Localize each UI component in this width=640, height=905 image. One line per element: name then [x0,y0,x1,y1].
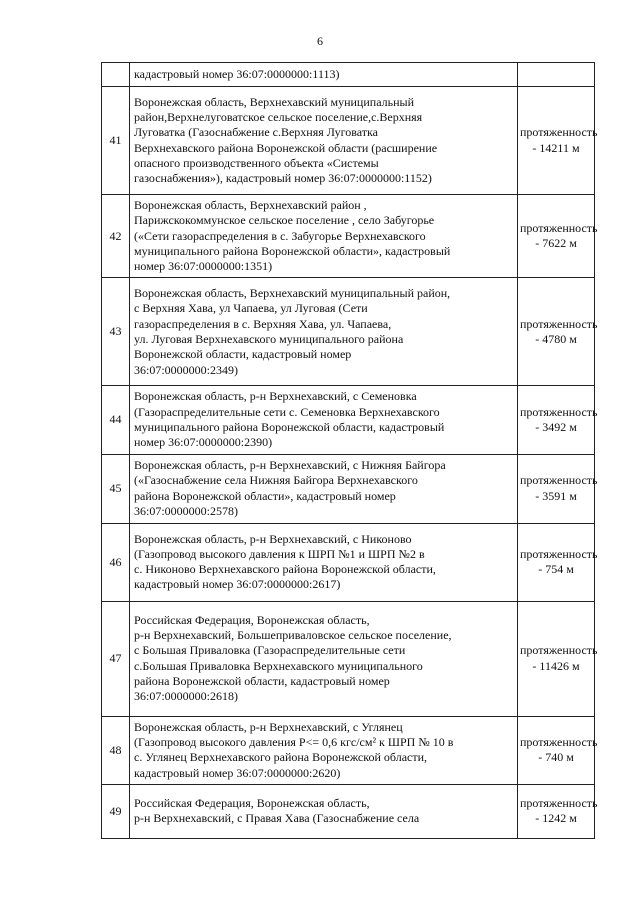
description-line: муниципального района Воронежской области», кадастровый [134,243,451,258]
extent-label: протяженность [520,404,598,419]
description-line: с. Никоново Верхнехавского района Воронежской области, [134,562,436,577]
object-description [130,87,518,195]
description-line: Воронежская область, р-н Верхнехавский, с Нижняя Байгора [134,458,446,473]
object-description [130,716,518,784]
description-line: Верхнехавского района Воронежской области (расширение [134,140,438,155]
extent-label: протяженность [520,796,598,811]
row-number: 49 [102,784,130,838]
row-number: 44 [102,386,130,454]
description-line: 36:07:0000000:2618) [134,689,238,704]
object-extent [518,278,598,386]
page-number: 6 [317,34,323,48]
description-line: (Газопровод высокого давления Р<= 0,6 кгс/см² к ШРП № 10 в [134,734,454,749]
row-number: 48 [102,716,130,784]
description-line: («Газоснабжение села Нижняя Байгора Верхнехавского [134,473,418,488]
description-line: («Сети газораспределения в с. Забугорье Верхнехавского [134,228,426,243]
table-row [102,601,595,716]
description-line: 36:07:0000000:2349) [134,362,238,377]
description-line: ул. Луговая Верхнехавского муниципального района [134,331,404,346]
description-line: Воронежская область, Верхнехавский муниципальный [134,94,414,109]
row-number: 46 [102,523,130,601]
description-line: номер 36:07:0000000:1351) [134,259,273,274]
object-extent [518,386,598,454]
description-line: опасного производственного объекта «Системы [134,155,379,170]
table-row [102,386,595,454]
object-description [130,784,518,838]
description-line: Воронежская область, р-н Верхнехавский, с Никоново [134,531,412,546]
registry-table [101,62,598,839]
description-line: с Большая Приваловка (Газораспределительные сети [134,643,406,658]
object-description [130,195,518,278]
object-extent [518,454,598,523]
continuation-row [102,63,595,87]
extent-value: - 754 м [538,562,574,577]
extent-value: - 3591 м [535,488,577,503]
continuation-num-cell [102,63,130,87]
description-line: (Газораспределительные сети с. Семеновка Верхнехавского [134,404,440,419]
description-line: кадастровый номер 36:07:0000000:2620) [134,765,341,780]
object-extent [518,87,598,195]
description-line: р-н Верхнехавский, с Правая Хава (Газоснабжение села [134,811,420,826]
description-line: Российская Федерация, Воронежская область, [134,796,370,811]
extent-value: - 740 м [538,750,574,765]
description-line: Воронежская область, р-н Верхнехавский, с Семеновка [134,389,417,404]
table-row [102,278,595,386]
continuation-description-cell [130,63,518,87]
description-line: Российская Федерация, Воронежская область, [134,612,370,627]
row-number: 41 [102,87,130,195]
description-line: р-н Верхнехавский, Большеприваловское сельское поселение, [134,628,452,643]
description-line: с. Углянец Верхнехавского района Воронежской области, [134,750,428,765]
table-row [102,784,595,838]
extent-label: протяженность [520,473,598,488]
description-line: с.Большая Приваловка Верхнехавского муниципального [134,658,423,673]
description-line: газораспределения в с. Верхняя Хава, ул. Чапаева, [134,316,392,331]
description-line: муниципального района Воронежской области, кадастровый [134,420,445,435]
description-line: Воронежской области, кадастровый номер [134,347,352,362]
object-description [130,278,518,386]
table-row [102,454,595,523]
description-line: района Воронежской области», кадастровый номер [134,488,396,503]
object-extent [518,716,598,784]
extent-value: - 7622 м [535,236,577,251]
row-number: 42 [102,195,130,278]
extent-label: протяженность [520,734,598,749]
description-line: района Воронежской области, кадастровый номер [134,673,390,688]
extent-label: протяженность [520,220,598,235]
description-line: газоснабжения»), кадастровый номер 36:07:0000000:1152) [134,171,432,186]
description-line: с Верхняя Хава, ул Чапаева, ул Луговая (Сети [134,301,368,316]
extent-value: - 4780 м [535,331,577,346]
description-line: кадастровый номер 36:07:0000000:2617) [134,577,341,592]
continuation-extent-cell [518,63,595,87]
object-extent [518,784,598,838]
extent-label: протяженность [520,316,598,331]
description-line: Воронежская область, Верхнехавский район , [134,198,367,212]
description-line: (Газопровод высокого давления к ШРП №1 и ШРП №2 в [134,546,425,561]
table-row [102,87,595,195]
description-line: номер 36:07:0000000:2390) [134,435,273,450]
description-line: кадастровый номер 36:07:0000000:1113) [134,66,340,81]
object-extent [518,523,598,601]
description-line: Парижскокоммунское сельское поселение , село Забугорье [134,213,435,228]
description-line: район,Верхнелуговатское сельское поселение,с.Верхняя [134,109,423,124]
extent-label: протяженность [520,125,598,140]
description-line: Воронежская область, Верхнехавский муниципальный район, [134,286,451,301]
object-extent [518,601,598,716]
object-description [130,601,518,716]
description-line: Воронежская область, р-н Верхнехавский, с Углянец [134,719,403,734]
object-description [130,386,518,454]
table-row [102,523,595,601]
row-number: 43 [102,278,130,386]
extent-value: - 14211 м [532,140,580,155]
table-row [102,716,595,784]
extent-label: протяженность [520,546,598,561]
row-number: 45 [102,454,130,523]
table-row [102,195,595,278]
object-description [130,454,518,523]
description-line: 36:07:0000000:2578) [134,503,238,518]
object-description [130,523,518,601]
extent-value: - 1242 м [535,811,577,826]
extent-label: протяженность [520,643,598,658]
row-number: 47 [102,601,130,716]
object-extent [518,195,598,278]
extent-value: - 3492 м [535,420,577,435]
description-line: Луговатка (Газоснабжение с.Верхняя Луговатка [134,125,378,140]
registry-table-body [102,63,598,839]
extent-value: - 11426 м [532,658,580,673]
